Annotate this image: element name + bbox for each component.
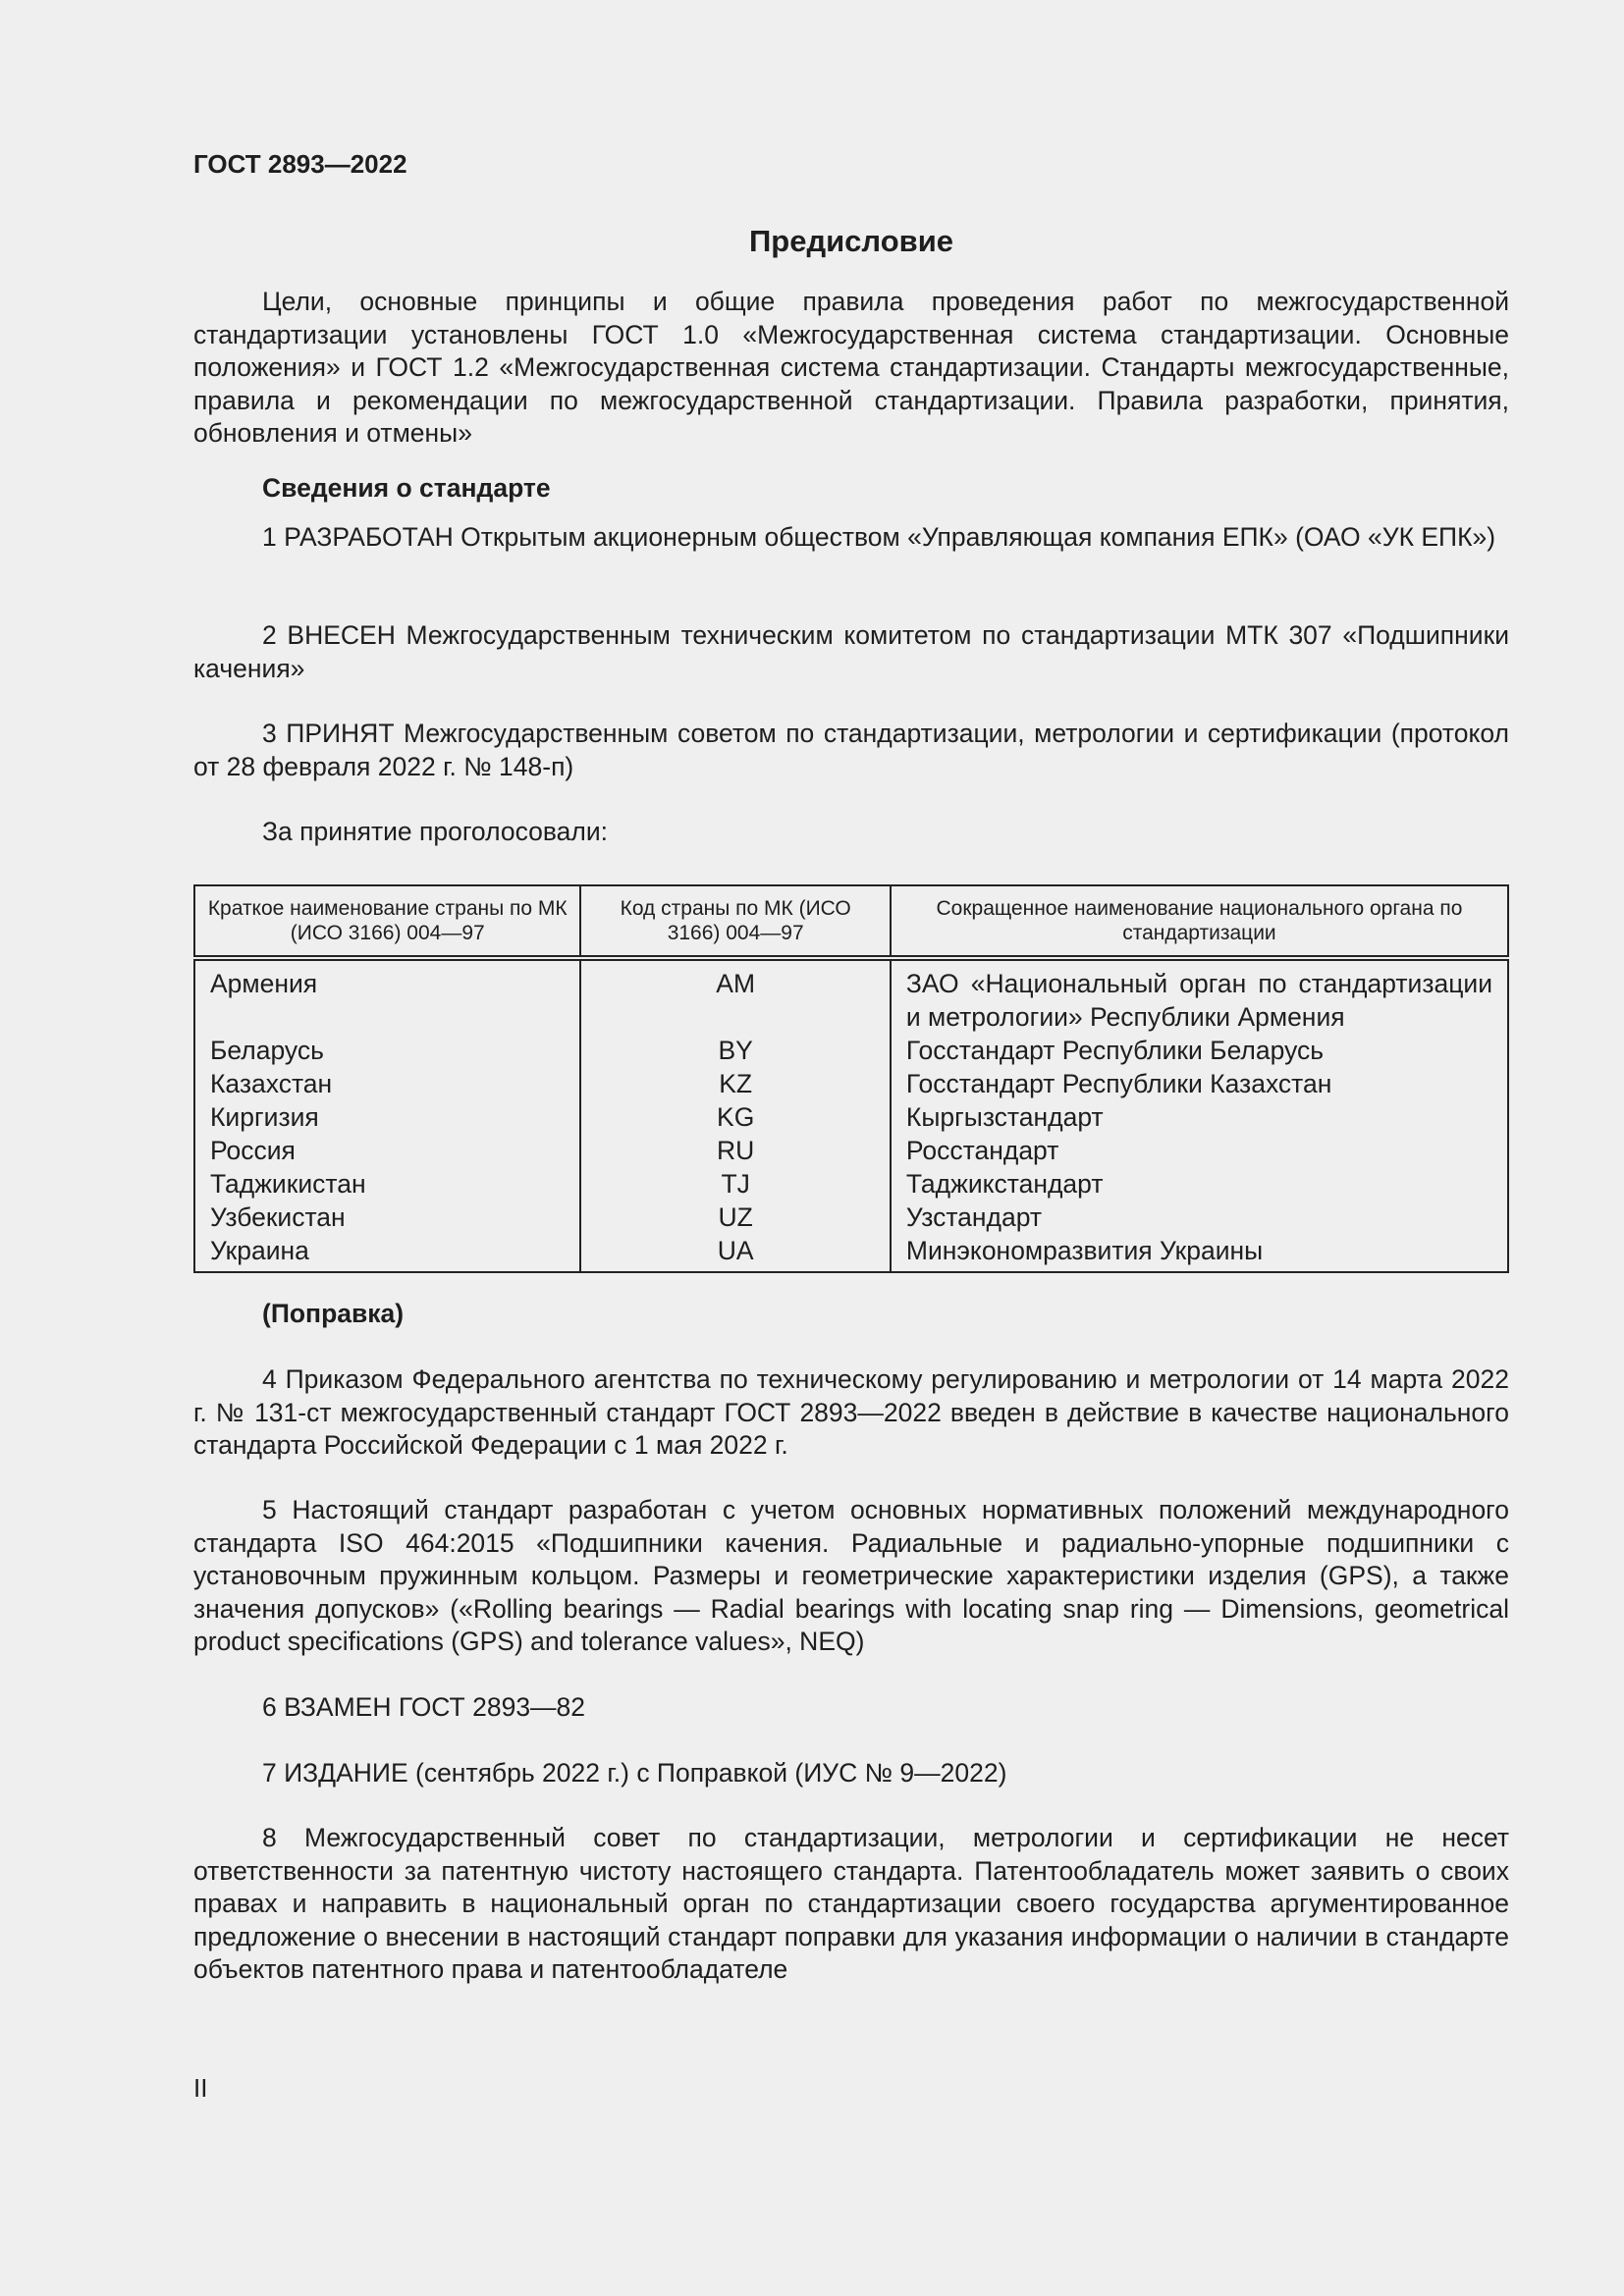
table-header-row [194,885,1508,958]
item-7-text: 7 ИЗДАНИЕ (сентябрь 2022 г.) с Поправкой (ИУС № 9—2022) [262,1758,1007,1788]
document-code: ГОСТ 2893—2022 [193,149,407,179]
country-cell: Таджикистан [194,1167,580,1201]
table-row [194,1234,1508,1272]
code-cell: UZ [580,1201,890,1234]
item-5 [193,1494,1509,1659]
table-header-code: Код страны по МК (ИСО 3166) 004—97 [580,885,890,958]
country-cell: Казахстан [194,1067,580,1100]
item-3-text: 3 ПРИНЯТ Межгосударственным советом по стандартизации, метрологии и сертификации (протокол от 28 февраля 2022 г. № 148-п) [193,719,1509,781]
body-cell: ЗАО «Национальный орган по стандартизации и метрологии» Республики Армения [891,958,1508,1034]
states-table [193,884,1509,1273]
code-cell: TJ [580,1167,890,1201]
country-cell: Узбекистан [194,1201,580,1234]
code-cell: KG [580,1100,890,1134]
page-title: Предисловие [748,224,953,258]
table-header-body: Сокращенное наименование национального органа по стандартизации [891,885,1508,958]
item-2 [193,619,1509,685]
item-6 [193,1691,1509,1725]
body-cell: Госстандарт Республики Беларусь [891,1034,1508,1067]
body-cell: Госстандарт Республики Казахстан [891,1067,1508,1100]
intro-text: Цели, основные принципы и общие правила проведения работ по межгосударственной стандартизации установлены ГОСТ 1.0 «Межгосударственная система стандартизации. Основные положения» и ГОСТ 1.2 «Межгосударственная система стандартизации. Стандарты межгосударственные, правила и рекомендации по межгосударственной стандартизации. Правила разработки, принятия, обновления и отмены» [193,287,1509,448]
table-header-country: Краткое наименование страны по МК (ИСО 3166) 004—97 [194,885,580,958]
table-row [194,1201,1508,1234]
code-cell: RU [580,1134,890,1167]
body-cell: Узстандарт [891,1201,1508,1234]
body-cell: Росстандарт [891,1134,1508,1167]
item-2-text: 2 ВНЕСЕН Межгосударственным техническим комитетом по стандартизации МТК 307 «Подшипники качения» [193,620,1509,683]
body-cell: Кыргызстандарт [891,1100,1508,1134]
table-row [194,958,1508,1034]
code-cell: AM [580,958,890,1034]
item-1 [193,521,1509,555]
states-table-wrap [193,884,1509,1273]
item-8-text: 8 Межгосударственный совет по стандартизации, метрологии и сертификации не несет ответственности за патентную чистоту настоящего стандарта. Патентообладатель может заявить о своих правах и направить в национальный орган по стандартизации своего государства аргументированное предложение о внесении в настоящий стандарт поправки для указания информации о наличии в стандарте объектов патентного права и патентообладателе [193,1823,1509,1984]
country-cell: Россия [194,1134,580,1167]
body-cell: Минэкономразвития Украины [891,1234,1508,1272]
item-1-text: 1 РАЗРАБОТАН Открытым акционерным обществом «Управляющая компания ЕПК» (ОАО «УК ЕПК») [262,522,1496,552]
item-4-text: 4 Приказом Федерального агентства по техническому регулированию и метрологии от 14 марта 2022 г. № 131-ст межгосударственный стандарт ГОСТ 2893—2022 введен в действие в качестве национального стандарта Российской Федерации с 1 мая 2022 г. [193,1364,1509,1460]
table-row [194,1100,1508,1134]
country-cell: Армения [194,958,580,1034]
table-row [194,1067,1508,1100]
item-7 [193,1757,1509,1790]
item-6-text: 6 ВЗАМЕН ГОСТ 2893—82 [262,1692,586,1722]
info-heading: Сведения о стандарте [262,473,551,503]
body-cell: Таджикстандарт [891,1167,1508,1201]
voted-label: За принятие проголосовали: [262,817,609,846]
code-cell: UA [580,1234,890,1272]
code-cell: KZ [580,1067,890,1100]
document-page [193,145,1509,183]
country-cell: Беларусь [194,1034,580,1067]
country-cell: Киргизия [194,1100,580,1134]
item-8 [193,1822,1509,1987]
page-number: II [193,2073,208,2103]
item-5-text: 5 Настоящий стандарт разработан с учетом основных нормативных положений международного стандарта ISO 464:2015 «Подшипники качения. Радиальные и радиально-упорные подшипники с установочным пружинным кольцом. Размеры и геометрические характеристики изделия (GPS), а также значения допусков» («Rolling bearings — Radial bearings with locating snap ring — Dimensions, geometrical product specifications (GPS) and tolerance values», NEQ) [193,1495,1509,1656]
amendment-label: (Поправка) [262,1299,405,1328]
intro-paragraph [193,286,1509,451]
item-4 [193,1363,1509,1463]
code-cell: BY [580,1034,890,1067]
table-row [194,1034,1508,1067]
table-row [194,1134,1508,1167]
country-cell: Украина [194,1234,580,1272]
item-3 [193,718,1509,783]
table-row [194,1167,1508,1201]
